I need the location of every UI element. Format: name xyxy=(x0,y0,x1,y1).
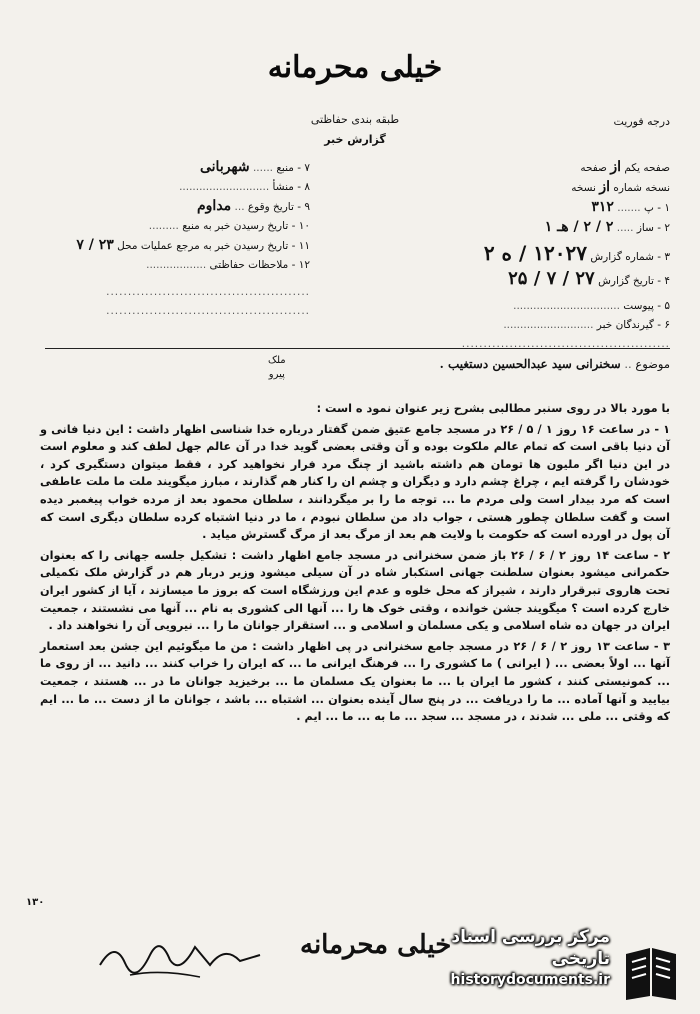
handwritten-signature xyxy=(90,925,270,985)
body-paragraph: ۱ - در ساعت ۱۶ روز ۱ / ۵ / ۲۶ در مسجد جامع عتیق ضمن گفتار درباره خدا شناسی اظهار داشت : این دنیا فانی و آن دنیا باقی است که تمام عالم ملکوت بوده و آن وقتی بعضی گوید خدا در آن عالم جهل لطف کند و معلوم است در این دنیا اگر ملیون ها تومان هم داشته باشید از چنگ مرد فرار نخواهید کرد ، فقط میتوان دستگیری کرد ، خودشان را گرفته ایم ، چراغ چشم دارد و دیگران و چشم ان را کنار هم گذارند ، مبارز میگویند ملت ما ملت عاطفی است که مرد بیدار است ولی مردم ما ... توجه ما را بر میگردانند ، سلطان محمود بعد از مرده خواب پیغمبر دیده است و گفت سلطان چطور هستی ، جواب داد من سلطان نبودم ، ما در دنیا اشتباه کرده سلطان دیگری است که آن پول در اورده است که حکومت با ولایت هم بعد از مرگ بعد از مرگ گسترش میاید . xyxy=(40,422,671,542)
field-row: ۷ - منبع ...... شهربانی xyxy=(199,159,310,175)
watermark-name: مرکز بررسی اسناد تاریخی xyxy=(451,927,610,969)
report-body xyxy=(40,400,670,729)
classification-stamp-top: خیلی محرمانه xyxy=(267,50,443,85)
header-divider xyxy=(45,348,670,349)
field-row: ۳ - شماره گزارش ۱۲۰۲۷ / ه ۲ xyxy=(483,241,670,265)
left-fields xyxy=(20,158,310,321)
field-row: ۴ - تاریخ گزارش ۲۷ / ۷ / ۲۵ xyxy=(508,268,670,289)
subject-text: سخنرانی سید عبدالحسین دستغیب . xyxy=(439,357,621,371)
subject-label: موضوع xyxy=(635,357,670,371)
classification-line: طبقه بندی حفاظتی xyxy=(310,113,400,126)
field-row: ۲ - ساز ..... ۲ / ۲ / هـ ۱ xyxy=(544,219,670,235)
side-note: ملک پیرو xyxy=(268,355,286,380)
field-row: ............................................... xyxy=(106,286,310,298)
book-emblem-icon xyxy=(620,944,682,1002)
field-row: ۱۱ - تاریخ رسیدن خبر به مرجع عملیات محل ۲۳ / ۷ xyxy=(76,237,310,253)
body-paragraph: ۲ - ساعت ۱۴ روز ۲ / ۶ / ۲۶ باز ضمن سخنرانی در مسجد جامع اظهار داشت : تشکیل جلسه جهانی را که بعنوان حکمرانی میشود بعنوان سلطنت جهانی استکبار شاه در آن سیلی میشود وزیر دربار هم در گزارش ملک تکمیلی تحت هاروی تبرقرار دارند ، شیراز که محل خلوه و عدم این ورزشگاه است که بروز ما میسازند ، آیا از کشور ایران خارج کرده است ؟ میگویند جشن خوانده ، وقتی خوک ها را ... آنها الی کشوری به نام ... آنها می نشستند ، جمعیت ایران در جهان ده شاه اسلامی و یکی مسلمان و اسلامی و ... استقرار جوانان ما را ... نیرویی آن را نخواهند داد . xyxy=(40,548,671,633)
field-row: صفحه یکم از صفحه xyxy=(580,159,670,175)
field-row: ................................................ xyxy=(461,338,670,350)
urgency-label: درجه فوریت xyxy=(613,115,670,128)
margin-number: ۱۳۰ xyxy=(26,897,45,908)
field-row: ۱۲ - ملاحظات حفاظتی .................. xyxy=(146,259,310,271)
subject-line: موضوع .. سخنرانی سید عبدالحسین دستغیب . xyxy=(439,357,670,371)
body-paragraph: ۳ - ساعت ۱۳ روز ۲ / ۶ / ۲۶ در مسجد جامع سخنرانی در پی اظهار داشت : من ما میگوئیم این جشن بعد استعمار آنها ... اولاً بعضی ... ( ایرانی ) ما کشوری را ... فرهنگ ایرانی ما ... که ایران را خراب کنند ... دانید ... از روی ما ... کمونیستی کنند ، کشور ما ایران با ... ما بعنوان یک مسلمان ما ... برخیزید جوانان ما در ... هستند ، جمعیت بیایید و آنها آماده ... ما را دریافت ... در پنج سال آینده بعنوان ... اشتباه ... باشد ، جوانان ما از دست ... ما ... ایم که وقتی ... ملی ... شدند ، در مسجد ... سجد ... ما به ... ما ... ایم . xyxy=(40,639,670,724)
classification-stamp-bottom: خیلی محرمانه xyxy=(300,930,452,960)
watermark-logo xyxy=(390,927,690,1006)
field-row: ............................................... xyxy=(106,305,310,317)
field-row: ۶ - گیرندگان خبر ........................... xyxy=(503,319,670,331)
body-paragraph: با مورد بالا در روی سنبر مطالبی بشرح زیر عنوان نمود ه است : xyxy=(316,402,670,415)
field-row: ۱ - پ ....... ۳۱۲ xyxy=(591,199,670,215)
field-row: ۱۰ - تاریخ رسیدن خبر به منبع ......... xyxy=(148,220,310,232)
right-fields xyxy=(380,158,670,354)
report-type: گزارش خبر xyxy=(324,133,386,146)
field-row: ۵ - پیوست ................................ xyxy=(513,300,670,312)
watermark-site: historydocuments.ir xyxy=(450,972,610,988)
field-row: ۸ - منشأ ........................... xyxy=(179,181,310,193)
field-row: نسخه شماره از نسخه xyxy=(571,179,670,195)
field-row: ۹ - تاریخ وقوع ... مداوم xyxy=(197,198,310,214)
